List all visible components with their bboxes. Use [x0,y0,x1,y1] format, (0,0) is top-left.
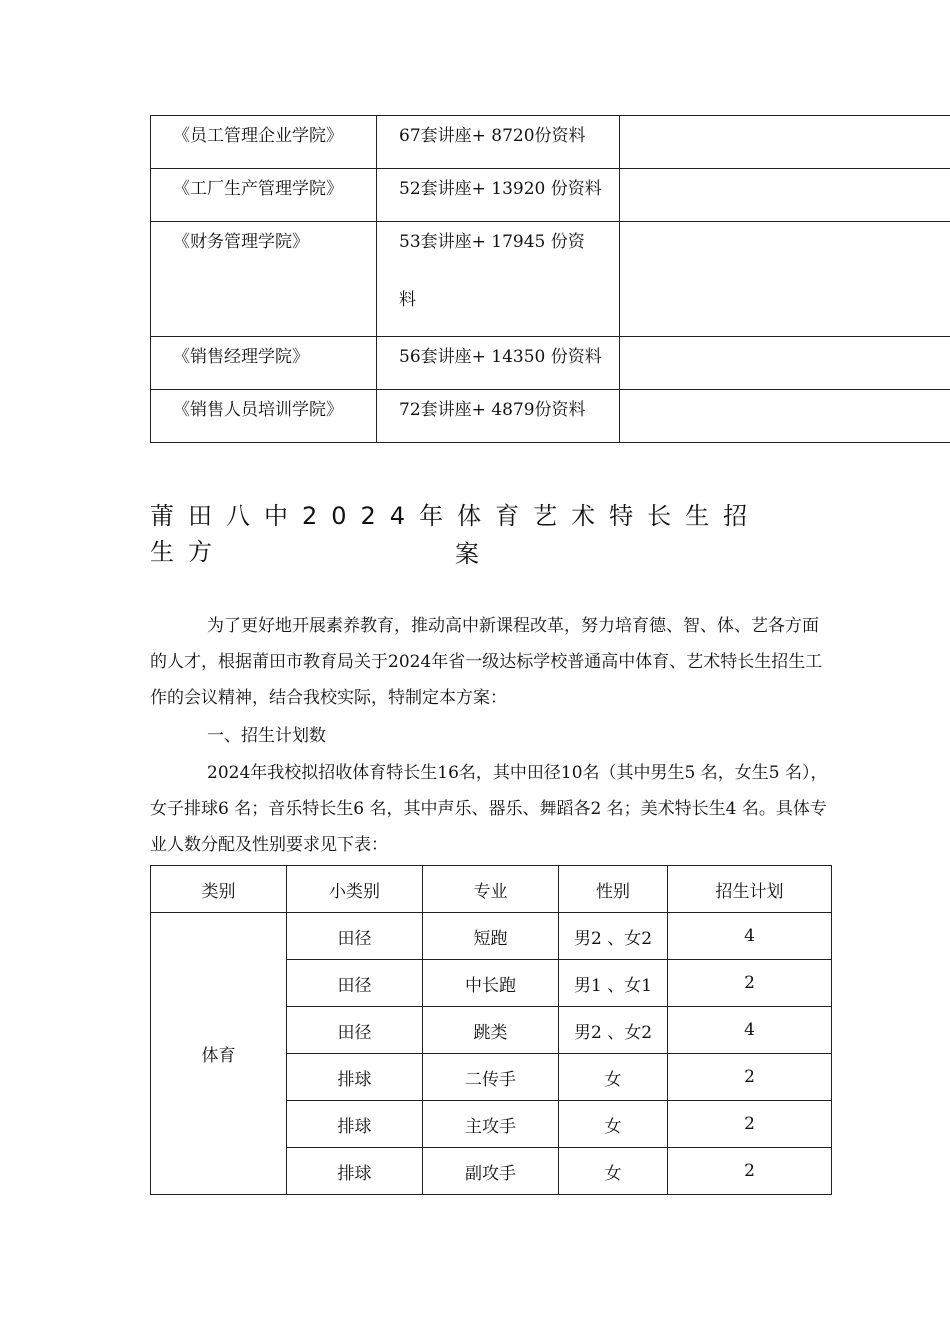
plan-cell: 2 [668,1054,832,1101]
course-content-line: 料 [399,290,416,310]
major-cell: 短跑 [423,913,559,960]
plan-cell: 2 [668,1148,832,1195]
course-name: 《财务管理学院》 [151,222,377,337]
gender-cell: 女 [559,1101,668,1148]
column-header: 小类别 [287,866,423,913]
table-row [151,390,950,443]
document-title-continued: 案 [455,540,479,568]
plan-cell: 2 [668,1101,832,1148]
gender-cell: 女 [559,1054,668,1101]
course-name: 《销售人员培训学院》 [151,390,377,443]
subcategory-cell: 田径 [287,1007,423,1054]
table-row [151,169,950,222]
category-cell: 体育 [151,913,287,1195]
subcategory-cell: 田径 [287,960,423,1007]
subcategory-cell: 排球 [287,1148,423,1195]
plan-cell: 4 [668,1007,832,1054]
course-content: 67套讲座+ 8720份资料 [377,116,620,169]
table-header-row [151,866,832,913]
course-extra [620,222,950,337]
course-extra [620,169,950,222]
gender-cell: 男1 、女1 [559,960,668,1007]
table-row [151,337,950,390]
subcategory-cell: 田径 [287,913,423,960]
column-header: 类别 [151,866,287,913]
section-paragraph: 2024年我校拟招收体育特长生16名，其中田径10名（其中男生5 名，女生5 名），女子排球6 名；音乐特长生6 名，其中声乐、器乐、舞蹈各2 名；美术特长生4 名。具体专业人数分配及性别要求见下表： [150,763,828,855]
intro-paragraph: 为了更好地开展素养教育，推动高中新课程改革，努力培育德、智、体、艺各方面的人才，根据莆田市教育局关于2024年省一级达标学校普通高中体育、艺术特长生招生工作的会议精神，结合我校实际，特制定本方案： [150,616,823,708]
course-name: 《员工管理企业学院》 [151,116,377,169]
enrollment-plan-table [150,865,832,1195]
course-extra [620,337,950,390]
course-extra [620,116,950,169]
major-cell: 二传手 [423,1054,559,1101]
course-table [150,115,950,443]
course-content: 52套讲座+ 13920 份资料 [377,169,620,222]
table-row [151,913,832,960]
course-content [377,222,620,337]
gender-cell: 女 [559,1148,668,1195]
subcategory-cell: 排球 [287,1054,423,1101]
course-content: 72套讲座+ 4879份资料 [377,390,620,443]
course-content: 56套讲座+ 14350 份资料 [377,337,620,390]
document-title: 莆田八中2024年体育艺术特长生招生方 [150,502,762,566]
gender-cell: 男2 、女2 [559,1007,668,1054]
major-cell: 副攻手 [423,1148,559,1195]
course-extra [620,390,950,443]
major-cell: 主攻手 [423,1101,559,1148]
gender-cell: 男2 、女2 [559,913,668,960]
column-header: 性别 [559,866,668,913]
course-content-line: 53套讲座+ 17945 份资 [399,232,585,252]
table-row [151,222,950,337]
course-name: 《工厂生产管理学院》 [151,169,377,222]
column-header: 招生计划 [668,866,832,913]
subcategory-cell: 排球 [287,1101,423,1148]
course-name: 《销售经理学院》 [151,337,377,390]
plan-cell: 2 [668,960,832,1007]
column-header: 专业 [423,866,559,913]
major-cell: 中长跑 [423,960,559,1007]
major-cell: 跳类 [423,1007,559,1054]
section-heading: 一、招生计划数 [207,726,326,746]
plan-cell: 4 [668,913,832,960]
table-row [151,116,950,169]
